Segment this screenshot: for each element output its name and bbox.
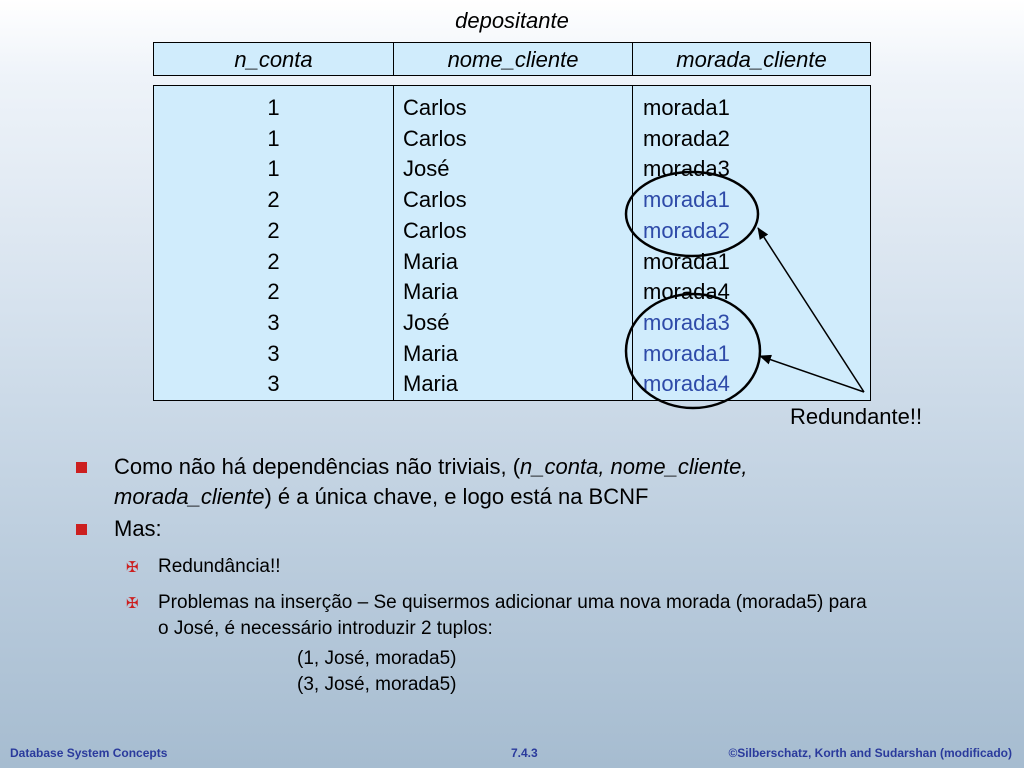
table-row xyxy=(154,306,870,337)
sub-bullet-text: Redundância!! xyxy=(158,556,281,577)
table-header xyxy=(153,42,871,76)
cell-n-conta: 2 xyxy=(267,279,280,305)
table-row xyxy=(154,337,870,368)
table-row xyxy=(154,91,870,122)
cell-nome-cliente: Maria xyxy=(403,371,459,397)
table-row xyxy=(154,275,870,306)
cell-morada-cliente: morada1 xyxy=(643,95,730,120)
footer-right: ©Silberschatz, Korth and Sudarshan (modificado) xyxy=(728,746,1012,760)
cell-n-conta: 3 xyxy=(267,309,280,335)
sub-bullet-text: Problemas na inserção – Se quisermos adicionar uma nova morada (morada5) para o José, é necessário introduzir 2 tuplos: xyxy=(158,592,867,639)
cell-morada-cliente: morada1 xyxy=(643,340,730,366)
bullet-text: Como não há dependências não triviais, (n_conta, nome_cliente, morada_cliente) é a única chave, e logo está na BCNF xyxy=(114,454,748,509)
cell-nome-cliente: José xyxy=(403,309,450,335)
cross-bullet-icon: ✠ xyxy=(126,595,139,612)
table-body xyxy=(153,85,871,401)
cell-n-conta: 3 xyxy=(267,371,280,397)
cell-nome-cliente: Carlos xyxy=(403,187,467,213)
cell-morada-cliente: morada2 xyxy=(643,125,730,151)
cell-morada-cliente: morada2 xyxy=(643,217,730,243)
cell-morada-cliente: morada1 xyxy=(643,248,730,274)
header-n-conta: n_conta xyxy=(234,47,313,72)
table-row xyxy=(154,122,870,153)
cell-nome-cliente: Maria xyxy=(403,279,459,305)
square-bullet-icon xyxy=(76,462,87,473)
cell-n-conta: 1 xyxy=(267,156,280,182)
bullet-text: Mas: xyxy=(114,516,162,541)
redundant-label: Redundante!! xyxy=(790,404,923,429)
header-morada-cliente: morada_cliente xyxy=(676,47,827,72)
cell-n-conta: 2 xyxy=(267,217,280,243)
cell-morada-cliente: morada3 xyxy=(643,156,730,182)
cell-morada-cliente: morada1 xyxy=(643,187,730,213)
cell-n-conta: 1 xyxy=(267,95,280,120)
cross-bullet-icon: ✠ xyxy=(126,559,139,576)
cell-n-conta: 3 xyxy=(267,340,280,366)
tuple-line-1: (1, José, morada5) xyxy=(297,648,457,669)
cell-n-conta: 1 xyxy=(267,125,280,151)
cell-morada-cliente: morada3 xyxy=(643,309,730,335)
header-nome-cliente: nome_cliente xyxy=(447,47,579,72)
cell-morada-cliente: morada4 xyxy=(643,371,730,397)
table-row xyxy=(154,152,870,183)
table-row xyxy=(154,245,870,276)
table-row xyxy=(154,183,870,214)
cell-morada-cliente: morada4 xyxy=(643,279,730,305)
table-row xyxy=(154,367,870,398)
cell-nome-cliente: Carlos xyxy=(403,95,467,120)
table-title: depositante xyxy=(455,8,569,33)
cell-nome-cliente: Maria xyxy=(403,248,459,274)
cell-nome-cliente: Maria xyxy=(403,340,459,366)
footer-left: Database System Concepts xyxy=(10,746,168,760)
cell-n-conta: 2 xyxy=(267,187,280,213)
tuple-line-2: (3, José, morada5) xyxy=(297,674,457,695)
square-bullet-icon xyxy=(76,524,87,535)
footer-center: 7.4.3 xyxy=(511,746,538,760)
table-row xyxy=(154,214,870,245)
cell-nome-cliente: Carlos xyxy=(403,125,467,151)
cell-nome-cliente: José xyxy=(403,156,450,182)
cell-nome-cliente: Carlos xyxy=(403,217,467,243)
cell-n-conta: 2 xyxy=(267,248,280,274)
